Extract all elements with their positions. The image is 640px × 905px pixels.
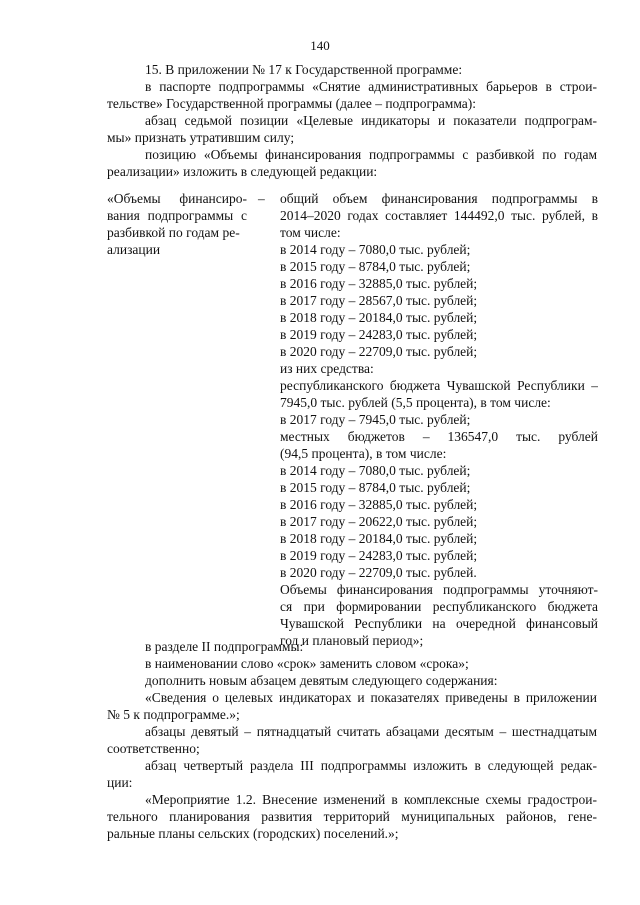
table-right-line: том числе: <box>280 225 341 240</box>
intro-line: мы» признать утратившим силу; <box>107 130 295 145</box>
table-right-line: в 2017 году – 7945,0 тыс. рублей; <box>280 412 471 427</box>
table-right-line: Чувашской Республики на очередной финансовый <box>280 616 598 631</box>
table-right-line: в 2014 году – 7080,0 тыс. рублей; <box>280 463 471 478</box>
after-line: в наименовании слово «срок» заменить словом «срока»; <box>145 656 469 671</box>
intro-line: абзац седьмой позиции «Целевые индикаторы и показатели подпрограм- <box>145 113 597 128</box>
table-right-line: в 2015 году – 8784,0 тыс. рублей; <box>280 259 471 274</box>
intro-line: тельстве» Государственной программы (далее – подпрограмма): <box>107 96 477 111</box>
table-right-line: местных бюджетов – 136547,0 тыс. рублей <box>280 429 598 444</box>
table-right-line: в 2019 году – 24283,0 тыс. рублей; <box>280 327 478 342</box>
table-right-line: в 2015 году – 8784,0 тыс. рублей; <box>280 480 471 495</box>
after-line: абзацы девятый – пятнадцатый считать абзацами десятым – шестнадцатым <box>145 724 597 739</box>
table-right-line: в 2018 году – 20184,0 тыс. рублей; <box>280 531 478 546</box>
page-number: 140 <box>310 38 330 53</box>
after-line: ральные планы сельских (городских) поселений.»; <box>107 826 399 841</box>
table-right-line: в 2018 году – 20184,0 тыс. рублей; <box>280 310 478 325</box>
table-right-line: год и плановый период»; <box>280 633 424 648</box>
table-right-line: в 2020 году – 22709,0 тыс. рублей. <box>280 565 477 580</box>
table-right-line: из них средства: <box>280 361 374 376</box>
intro-line: 15. В приложении № 17 к Государственной программе: <box>145 62 463 77</box>
after-line: № 5 к подпрограмме.»; <box>107 707 240 722</box>
intro-line: в паспорте подпрограммы «Снятие административных барьеров в строи- <box>145 79 597 94</box>
table-dash: – <box>258 191 265 206</box>
table-right-line: в 2016 году – 32885,0 тыс. рублей; <box>280 497 478 512</box>
table-left-line: разбивкой по годам ре- <box>107 225 240 240</box>
table-right-line: в 2016 году – 32885,0 тыс. рублей; <box>280 276 478 291</box>
after-line: ции: <box>107 775 133 790</box>
table-right-line: в 2014 году – 7080,0 тыс. рублей; <box>280 242 471 257</box>
after-line: дополнить новым абзацем девятым следующего содержания: <box>145 673 498 688</box>
table-left-column <box>107 190 267 258</box>
table-right-line: ся при формировании республиканского бюджета <box>280 599 598 614</box>
table-right-line: общий объем финансирования подпрограммы в <box>280 191 598 206</box>
table-right-line: 2014–2020 годах составляет 144492,0 тыс. рублей, в <box>280 208 598 223</box>
table-right-line: (94,5 процента), в том числе: <box>280 446 447 461</box>
after-line: «Мероприятие 1.2. Внесение изменений в комплексные схемы градострои- <box>145 792 597 807</box>
table-right-column <box>280 190 598 649</box>
table-right-line: в 2019 году – 24283,0 тыс. рублей; <box>280 548 478 563</box>
table-right-line: 7945,0 тыс. рублей (5,5 процента), в том числе: <box>280 395 551 410</box>
table-right-line: Объемы финансирования подпрограммы уточняют- <box>280 582 598 597</box>
after-line: абзац четвертый раздела III подпрограммы изложить в следующей редак- <box>145 758 597 773</box>
after-line: соответственно; <box>107 741 200 756</box>
table-right-line: в 2017 году – 28567,0 тыс. рублей; <box>280 293 478 308</box>
table-left-line: «Объемы финансиро- <box>107 191 247 206</box>
table-left-line: вания подпрограммы с <box>107 208 247 223</box>
table-left-line: ализации <box>107 242 161 257</box>
table-right-line: в 2020 году – 22709,0 тыс. рублей; <box>280 344 478 359</box>
table-right-line: республиканского бюджета Чувашской Республики – <box>280 378 598 393</box>
intro-line: реализации» изложить в следующей редакции: <box>107 164 378 179</box>
intro-line: позицию «Объемы финансирования подпрограммы с разбивкой по годам <box>145 147 597 162</box>
after-line: тельного планирования развития территорий муниципальных районов, гене- <box>107 809 597 824</box>
after-line: «Сведения о целевых индикаторах и показателях приведены в приложении <box>145 690 597 705</box>
table-right-line: в 2017 году – 20622,0 тыс. рублей; <box>280 514 478 529</box>
after-line: в разделе II подпрограммы: <box>145 639 304 654</box>
